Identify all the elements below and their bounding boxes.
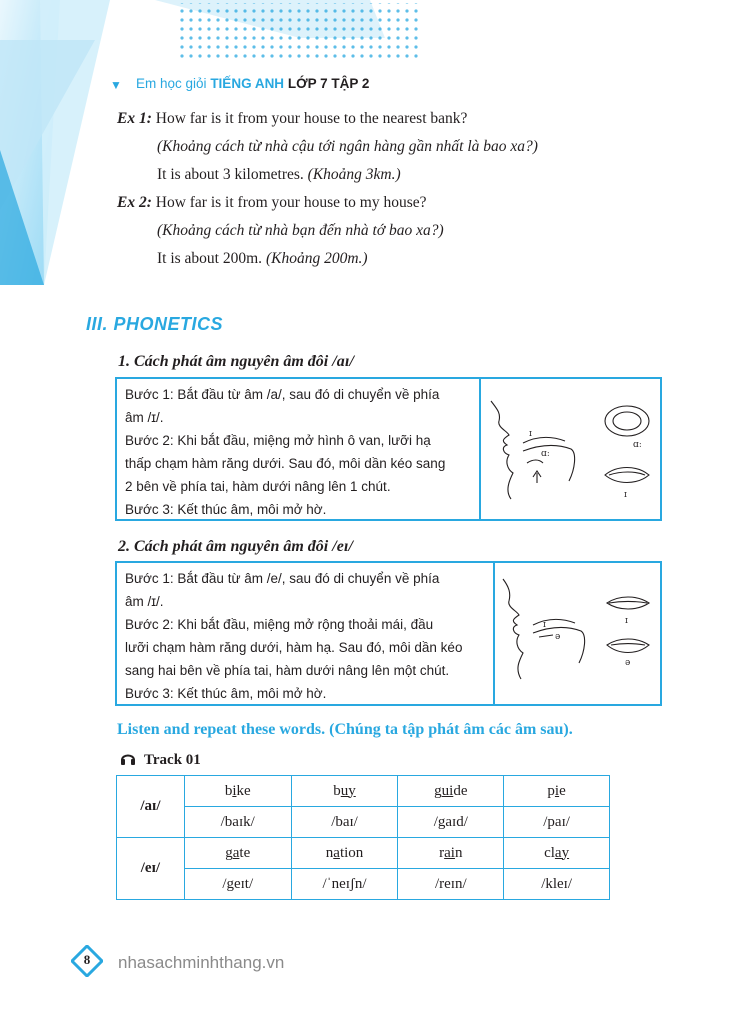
example-1-translation: (Khoảng cách từ nhà cậu tới ngân hàng gần nhất là bao xa?) <box>157 138 538 155</box>
ipa-cell: /paɪ/ <box>504 807 610 838</box>
footer-site[interactable]: nhasachminhthang.vn <box>118 953 285 972</box>
header-bar <box>110 76 410 96</box>
diphthong-2-steps: Bước 1: Bắt đầu từ âm /e/, sau đó di chuyển về phía âm /ɪ/. Bước 2: Khi bắt đầu, miệng mở rộng thoải mái, đầu lưỡi chạm hàm răng dưới, hàm hạ. Sau đó, môi dần kéo sang hai bên về phía tai, hàm dưới nâng lên một chút. Bước 3: Kết thúc âm, môi mở hờ. <box>125 571 463 701</box>
diagram-2-label-a: ɪ <box>543 620 546 630</box>
mouth-diagram-1 <box>483 381 659 517</box>
diphthong-2-box <box>115 561 662 706</box>
sound-cell: /aɪ/ <box>117 776 185 838</box>
diphthong-1-heading: 1. Cách phát âm nguyên âm đôi /aɪ/ <box>118 353 354 370</box>
example-1-answer: It is about 3 kilometres. (Khoảng 3km.) <box>157 166 401 183</box>
page-number-badge <box>71 945 103 977</box>
diagram-1-label-c: ɑː <box>633 440 642 450</box>
example-2-question: Ex 2: How far is it from your house to my house? <box>117 194 427 211</box>
section-title: III. PHONETICS <box>86 314 224 334</box>
diagram-1-label-a: ɪ <box>529 429 532 439</box>
word-cell: gate <box>184 838 291 869</box>
page-number: 8 <box>83 952 91 967</box>
example-2-translation: (Khoảng cách từ nhà bạn đến nhà tớ bao xa?) <box>157 222 444 239</box>
listen-instruction: Listen and repeat these words. (Chúng ta tập phát âm các âm sau). <box>117 721 573 738</box>
example-1-question: Ex 1: How far is it from your house to the nearest bank? <box>117 110 468 127</box>
header-series: Em học giỏi <box>136 76 207 91</box>
table-row <box>117 776 610 807</box>
diagram-2-label-c: ɪ <box>625 616 628 626</box>
example-2-answer: It is about 200m. (Khoảng 200m.) <box>157 250 368 267</box>
diphthong-1-box <box>115 377 662 521</box>
diagram-2-label-b: ə <box>555 632 561 642</box>
header-triangle-icon: ▼ <box>110 78 122 92</box>
ipa-cell: /geɪt/ <box>184 869 291 900</box>
diagram-2-label-d: ə <box>625 658 631 668</box>
ipa-cell: /kleɪ/ <box>504 869 610 900</box>
ipa-cell: /baɪ/ <box>291 807 398 838</box>
phonetics-table <box>116 775 610 900</box>
diphthong-2-heading: 2. Cách phát âm nguyên âm đôi /eɪ/ <box>118 538 353 555</box>
diagram-1-label-d: ɪ <box>624 490 627 500</box>
headphones-icon <box>120 750 136 766</box>
ipa-cell: /gaɪd/ <box>398 807 504 838</box>
diagram-1-label-b: ɑː <box>541 449 550 459</box>
word-cell: nation <box>291 838 398 869</box>
diphthong-1-steps: Bước 1: Bắt đầu từ âm /a/, sau đó di chuyển về phía âm /ɪ/. Bước 2: Khi bắt đầu, miệng mở hình ô van, lưỡi hạ thấp chạm hàm răng dưới. Sau đó, môi dần kéo sang 2 bên về phía tai, hàm dưới nâng lên 1 chút. Bước 3: Kết thúc âm, môi mở hờ. <box>125 387 446 517</box>
word-cell: buy <box>291 776 398 807</box>
word-cell: guide <box>398 776 504 807</box>
track-label[interactable]: Track 01 <box>120 750 201 770</box>
table-row <box>117 838 610 869</box>
word-cell: clay <box>504 838 610 869</box>
mouth-diagram-2 <box>497 565 659 701</box>
sound-cell: /eɪ/ <box>117 838 185 900</box>
word-cell: bike <box>184 776 291 807</box>
word-cell: rain <box>398 838 504 869</box>
ipa-cell: /baɪk/ <box>184 807 291 838</box>
ipa-cell: /reɪn/ <box>398 869 504 900</box>
header-subject: TIẾNG ANH <box>210 76 285 91</box>
table-row <box>117 807 610 838</box>
word-cell: pie <box>504 776 610 807</box>
header-grade: LỚP 7 TẬP 2 <box>287 76 370 91</box>
ipa-cell: /ˈneɪʃn/ <box>291 869 398 900</box>
table-row <box>117 869 610 900</box>
